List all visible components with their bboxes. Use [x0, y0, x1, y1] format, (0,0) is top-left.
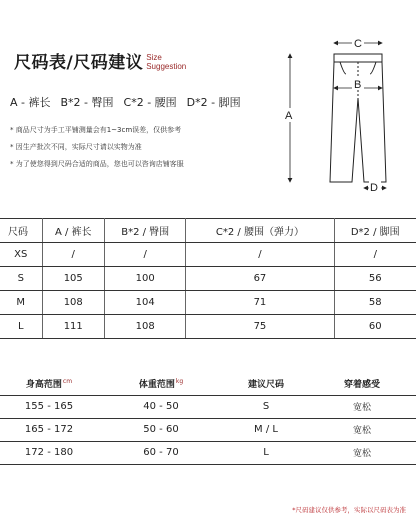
- table-cell: 100: [104, 267, 185, 291]
- table-header: 尺码: [0, 219, 42, 243]
- table-row: [0, 267, 416, 291]
- table-cell: /: [42, 243, 104, 267]
- table-header-row: [0, 219, 416, 243]
- title-en-line1: Size: [146, 53, 162, 62]
- table-cell: 108: [104, 315, 185, 339]
- table-row: [0, 418, 416, 441]
- table-cell: 172 - 180: [0, 441, 98, 464]
- table-cell: M / L: [224, 418, 308, 441]
- table-header: A / 裤长: [42, 219, 104, 243]
- table-cell: 111: [42, 315, 104, 339]
- table-header: D*2 / 脚围: [334, 219, 416, 243]
- table-header: C*2 / 腰围（弹力）: [186, 219, 334, 243]
- table-cell: 67: [186, 267, 334, 291]
- label-c: C: [354, 38, 362, 50]
- table-row: [0, 243, 416, 267]
- table-cell: 104: [104, 291, 185, 315]
- size-recommendation-table: [0, 372, 416, 465]
- table-cell: 71: [186, 291, 334, 315]
- table-cell: 宽松: [308, 441, 416, 464]
- title-en-line2: Suggestion: [146, 62, 187, 71]
- table-cell: /: [104, 243, 185, 267]
- reco-header-weight: [98, 372, 224, 395]
- table-cell: 60: [334, 315, 416, 339]
- table-row: [0, 315, 416, 339]
- table-cell: XS: [0, 243, 42, 267]
- footnote: *尺码建议仅供参考，实际以尺码表为准: [292, 506, 406, 514]
- header: [14, 48, 186, 73]
- table-cell: 宽松: [308, 418, 416, 441]
- table-cell: 105: [42, 267, 104, 291]
- label-a: A: [285, 110, 293, 122]
- table-header: B*2 / 臀围: [104, 219, 185, 243]
- reco-header-height: [0, 372, 98, 395]
- page-title: 尺码表/尺码建议: [14, 53, 144, 73]
- table-cell: M: [0, 291, 42, 315]
- table-cell: 75: [186, 315, 334, 339]
- page-title-en: [146, 53, 186, 73]
- table-cell: 40 - 50: [98, 395, 224, 418]
- pants-diagram: [270, 34, 410, 194]
- table-cell: 58: [334, 291, 416, 315]
- dimension-b: B*2 - 臀围: [60, 96, 114, 109]
- table-cell: 108: [42, 291, 104, 315]
- table-row: [0, 395, 416, 418]
- table-cell: 宽松: [308, 395, 416, 418]
- dimension-legend: [10, 94, 241, 110]
- table-cell: 165 - 172: [0, 418, 98, 441]
- reco-header-fit: 穿着感受: [308, 372, 416, 395]
- table-cell: 56: [334, 267, 416, 291]
- dimension-d: D*2 - 脚围: [186, 96, 241, 109]
- table-cell: 155 - 165: [0, 395, 98, 418]
- table-cell: L: [0, 315, 42, 339]
- table-cell: 50 - 60: [98, 418, 224, 441]
- table-cell: 60 - 70: [98, 441, 224, 464]
- table-row: [0, 441, 416, 464]
- size-table: [0, 218, 416, 339]
- note-item: * 商品尺寸为手工平铺测量会有1~3cm误差，仅供参考: [10, 126, 182, 134]
- table-cell: /: [186, 243, 334, 267]
- dimension-a: A - 裤长: [10, 96, 51, 109]
- table-cell: /: [334, 243, 416, 267]
- reco-header-row: [0, 372, 416, 395]
- reco-header-label: 身高范围: [25, 379, 62, 390]
- label-d: D: [370, 182, 378, 194]
- label-b: B: [354, 79, 362, 91]
- weight-unit: kg: [175, 377, 184, 385]
- dimension-c: C*2 - 腰围: [123, 96, 177, 109]
- reco-header-label: 体重范围: [138, 379, 175, 390]
- pants-outline: [330, 54, 386, 182]
- table-row: [0, 291, 416, 315]
- table-cell: S: [0, 267, 42, 291]
- note-item: * 为了使您得到尺码合适的商品，您也可以咨询店铺客服: [10, 160, 184, 168]
- table-cell: S: [224, 395, 308, 418]
- note-item: * 因生产批次不同，实际尺寸请以实物为准: [10, 143, 142, 151]
- table-cell: L: [224, 441, 308, 464]
- reco-header-size: 建议尺码: [224, 372, 308, 395]
- notes: [10, 122, 184, 173]
- height-unit: cm: [62, 377, 73, 385]
